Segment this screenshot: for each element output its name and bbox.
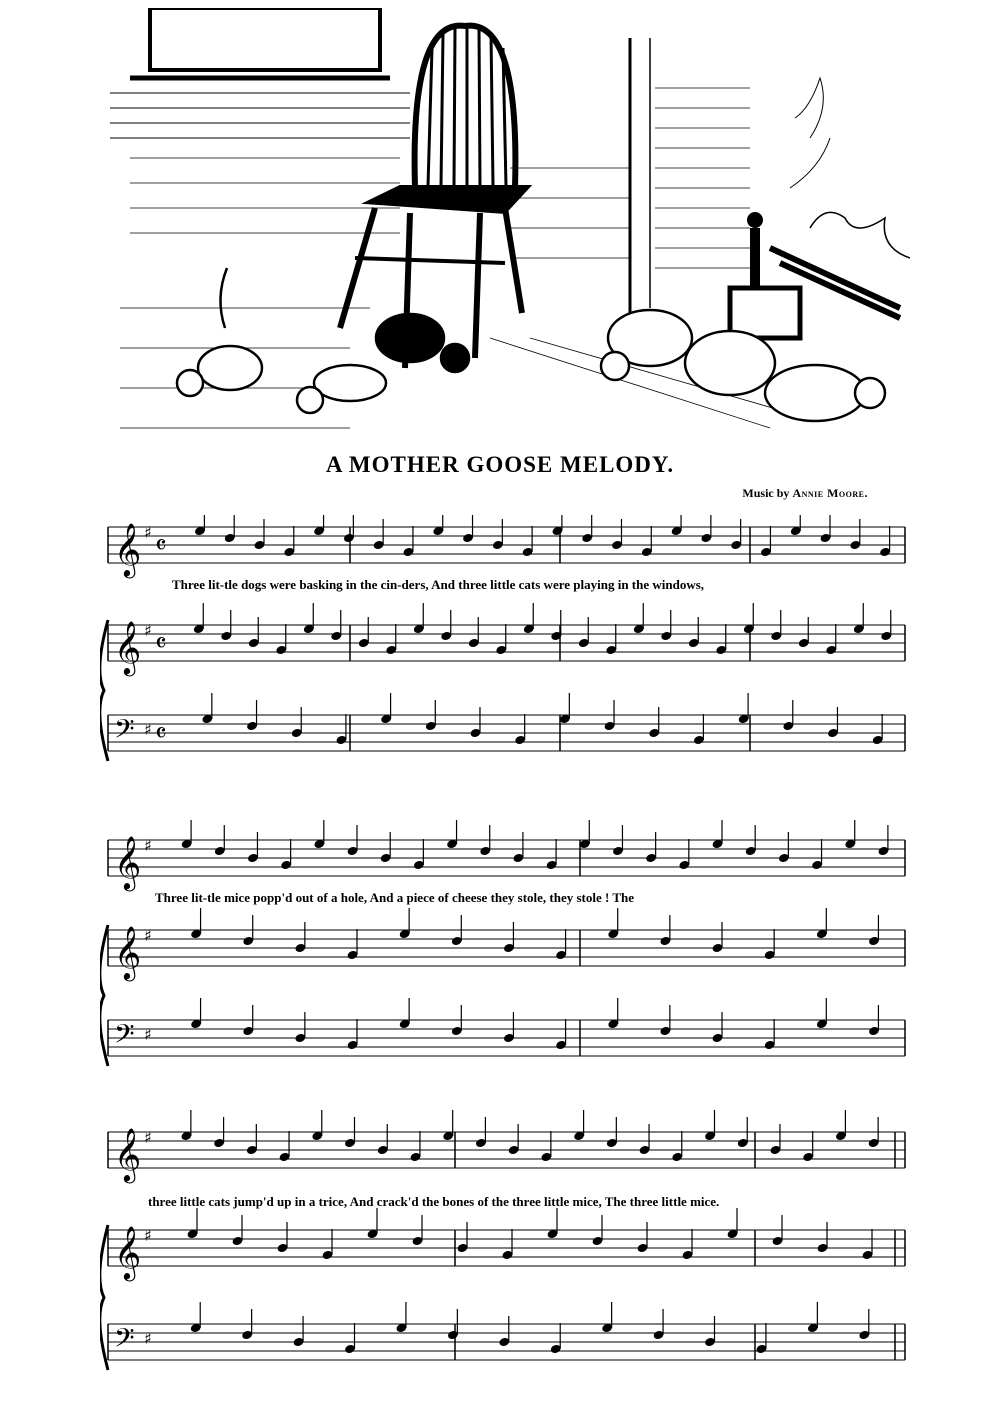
brick-fireplace — [630, 38, 910, 328]
composer-credit — [742, 486, 868, 501]
common-time-icon: 𝄴 — [155, 719, 167, 749]
window-frame — [110, 8, 410, 138]
sharp-key-signature-icon: ♯ — [144, 1329, 152, 1348]
cats — [177, 268, 469, 413]
bass-clef-icon: 𝄢 — [114, 1322, 135, 1360]
system-3-notation — [100, 1110, 910, 1390]
sharp-key-signature-icon: ♯ — [144, 836, 152, 855]
treble-clef-icon: 𝄞 — [114, 522, 142, 576]
staff — [108, 603, 905, 676]
staff — [108, 1110, 905, 1183]
treble-clef-icon: 𝄞 — [114, 835, 142, 889]
staff — [108, 1208, 905, 1281]
grand-staff-brace-icon — [100, 925, 108, 1066]
bass-clef-icon: 𝄢 — [114, 1018, 135, 1056]
sharp-key-signature-icon: ♯ — [144, 523, 152, 542]
sharp-key-signature-icon: ♯ — [144, 1025, 152, 1044]
staff — [108, 515, 905, 578]
grand-staff-brace-icon — [100, 1225, 108, 1370]
composer-prefix: Music by — [742, 486, 790, 500]
music-system-3 — [100, 1110, 910, 1390]
sharp-key-signature-icon: ♯ — [144, 926, 152, 945]
treble-clef-icon: 𝄞 — [114, 1127, 142, 1181]
wall-hatching — [130, 158, 630, 258]
music-system-1 — [100, 515, 910, 815]
staff — [108, 820, 905, 891]
sharp-key-signature-icon: ♯ — [144, 1128, 152, 1147]
lyric-line-1: Three lit-tle dogs were basking in the cin-ders, And three little cats were playing in the windows, — [172, 577, 705, 592]
bass-clef-icon: 𝄢 — [114, 713, 135, 751]
common-time-icon: 𝄴 — [155, 629, 167, 659]
lyric-line-2: Three lit-tle mice popp'd out of a hole, And a piece of cheese they stole, they stole ! The — [155, 890, 635, 905]
treble-clef-icon: 𝄞 — [114, 620, 142, 674]
staff — [108, 693, 905, 751]
dogs — [601, 310, 885, 421]
treble-clef-icon: 𝄞 — [114, 925, 142, 979]
sharp-key-signature-icon: ♯ — [144, 621, 152, 640]
illustration — [110, 8, 910, 448]
staff — [108, 1302, 905, 1360]
music-system-2 — [100, 820, 910, 1090]
page-title: A MOTHER GOOSE MELODY. — [325, 452, 675, 477]
staff — [108, 908, 905, 981]
composer-name: Annie Moore. — [792, 486, 868, 500]
grand-staff-brace-icon — [100, 620, 108, 761]
sharp-key-signature-icon: ♯ — [144, 720, 152, 739]
system-2-notation — [100, 820, 910, 1090]
sharp-key-signature-icon: ♯ — [144, 1226, 152, 1245]
common-time-icon: 𝄴 — [155, 531, 167, 561]
staff — [108, 998, 905, 1056]
andiron — [730, 212, 800, 338]
treble-clef-icon: 𝄞 — [114, 1225, 142, 1279]
system-1-notation — [100, 515, 910, 815]
lyric-line-3: three little cats jump'd up in a trice, And crack'd the bones of the three little mice, The three little mice. — [148, 1194, 720, 1209]
